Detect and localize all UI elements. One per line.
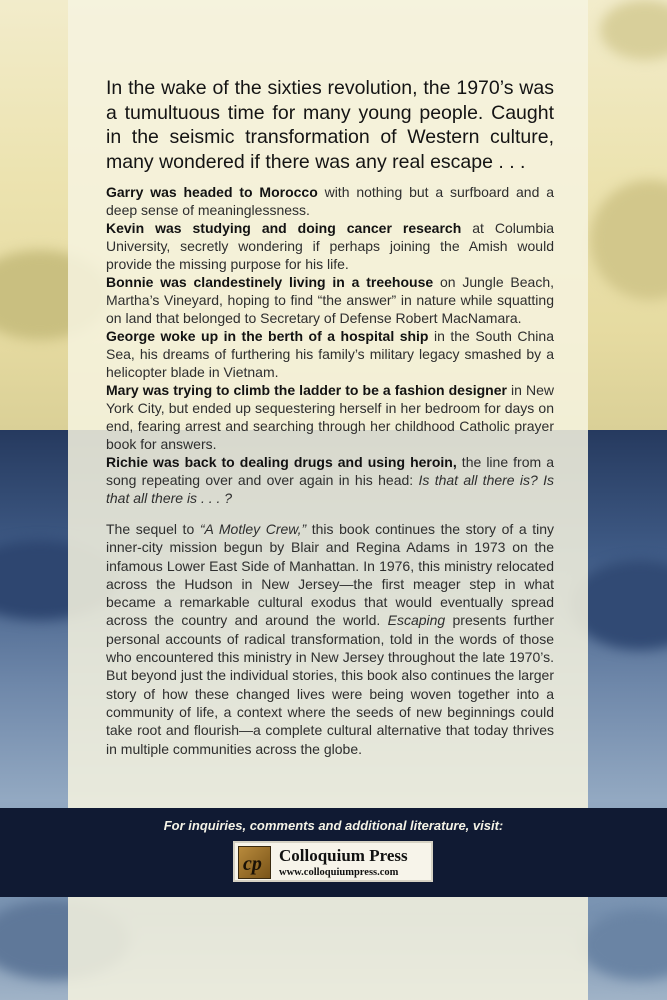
publisher-url[interactable]: www.colloquiumpress.com [279,867,399,878]
story-lead: Garry was headed to Morocco [106,184,318,200]
story-lead: Kevin was studying and doing cancer research [106,220,462,236]
publisher-logo[interactable] [233,841,433,882]
story-text: at Columbia University, secretly wondering if perhaps joining the Amish would provide the missing purpose for his life. [106,220,555,272]
stories-list [106,183,554,507]
story-richie [106,453,554,507]
song-lyric: Is that all there is? Is that all there is . . . ? [106,472,554,506]
story-text: on Jungle Beach, Martha’s Vineyard, hoping to find “the answer” in nature while squatting on land that belonged to Secretary of Defense Robert MacNamara. [106,274,554,326]
logo-mark-text: cp [243,853,262,875]
story-lead: Richie was back to dealing drugs and using heroin, [106,454,457,470]
publisher-footer [0,808,667,897]
footer-inquiry-text: For inquiries, comments and additional literature, visit: [163,818,504,833]
cp-monogram-icon [239,847,270,878]
story-text: in the South China Sea, his dreams of furthering his family’s military legacy smashed by a helicopter blade in Vietnam. [106,328,554,380]
sequel-text: The sequel to [106,521,200,537]
intro-paragraph: In the wake of the sixties revolution, the 1970’s was a tumultuous time for many young people. Caught in the seismic transformation of Western culture, many wondered if there was any real escape . . . [106,77,554,173]
book-title: Escaping [387,612,446,629]
story-text: in New York City, but ended up sequestering herself in her bedroom for days on end, fearing arrest and searching through her childhood Catholic prayer book for answers. [106,382,554,452]
story-george [106,327,554,381]
story-text: with nothing but a surfboard and a deep sense of meaninglessness. [106,184,554,218]
book-title: “A Motley Crew,” [199,521,307,537]
cp-logo-icon [238,846,271,879]
sequel-description [106,520,554,758]
story-lead: George woke up in the berth of a hospital ship [106,328,429,344]
sequel-text: presents further personal accounts of radical transformation, told in the words of those who encountered this ministry in New Jersey throughout the late 1970’s. But beyond just the individual stories, this book also continues the larger story of how these changed lives were being woven together into a community of life, a context where the seeds of new beginnings could take root and flourish—a complete cultural alternative that today thrives in multiple communities across the globe. [106,612,555,757]
story-mary [106,381,554,453]
story-garry [106,183,554,219]
story-text: the line from a song repeating over and over again in his head: [106,454,554,488]
story-lead: Bonnie was clandestinely living in a treehouse [106,274,434,290]
story-kevin [106,219,554,273]
story-bonnie [106,273,554,327]
sequel-text: this book continues the story of a tiny inner-city mission begun by Blair and Regina Adams in 1973 on the infamous Lower East Side of Manhattan. In 1976, this ministry relocated across the Hudson in New Jersey—the first meager step in what became a remarkable cultural exodus that would eventually spread across the country and around the world. [106,521,554,629]
story-lead: Mary was trying to climb the ladder to be a fashion designer [106,382,507,398]
publisher-name: Colloquium Press [279,846,408,865]
sequel-paragraph [106,520,554,758]
